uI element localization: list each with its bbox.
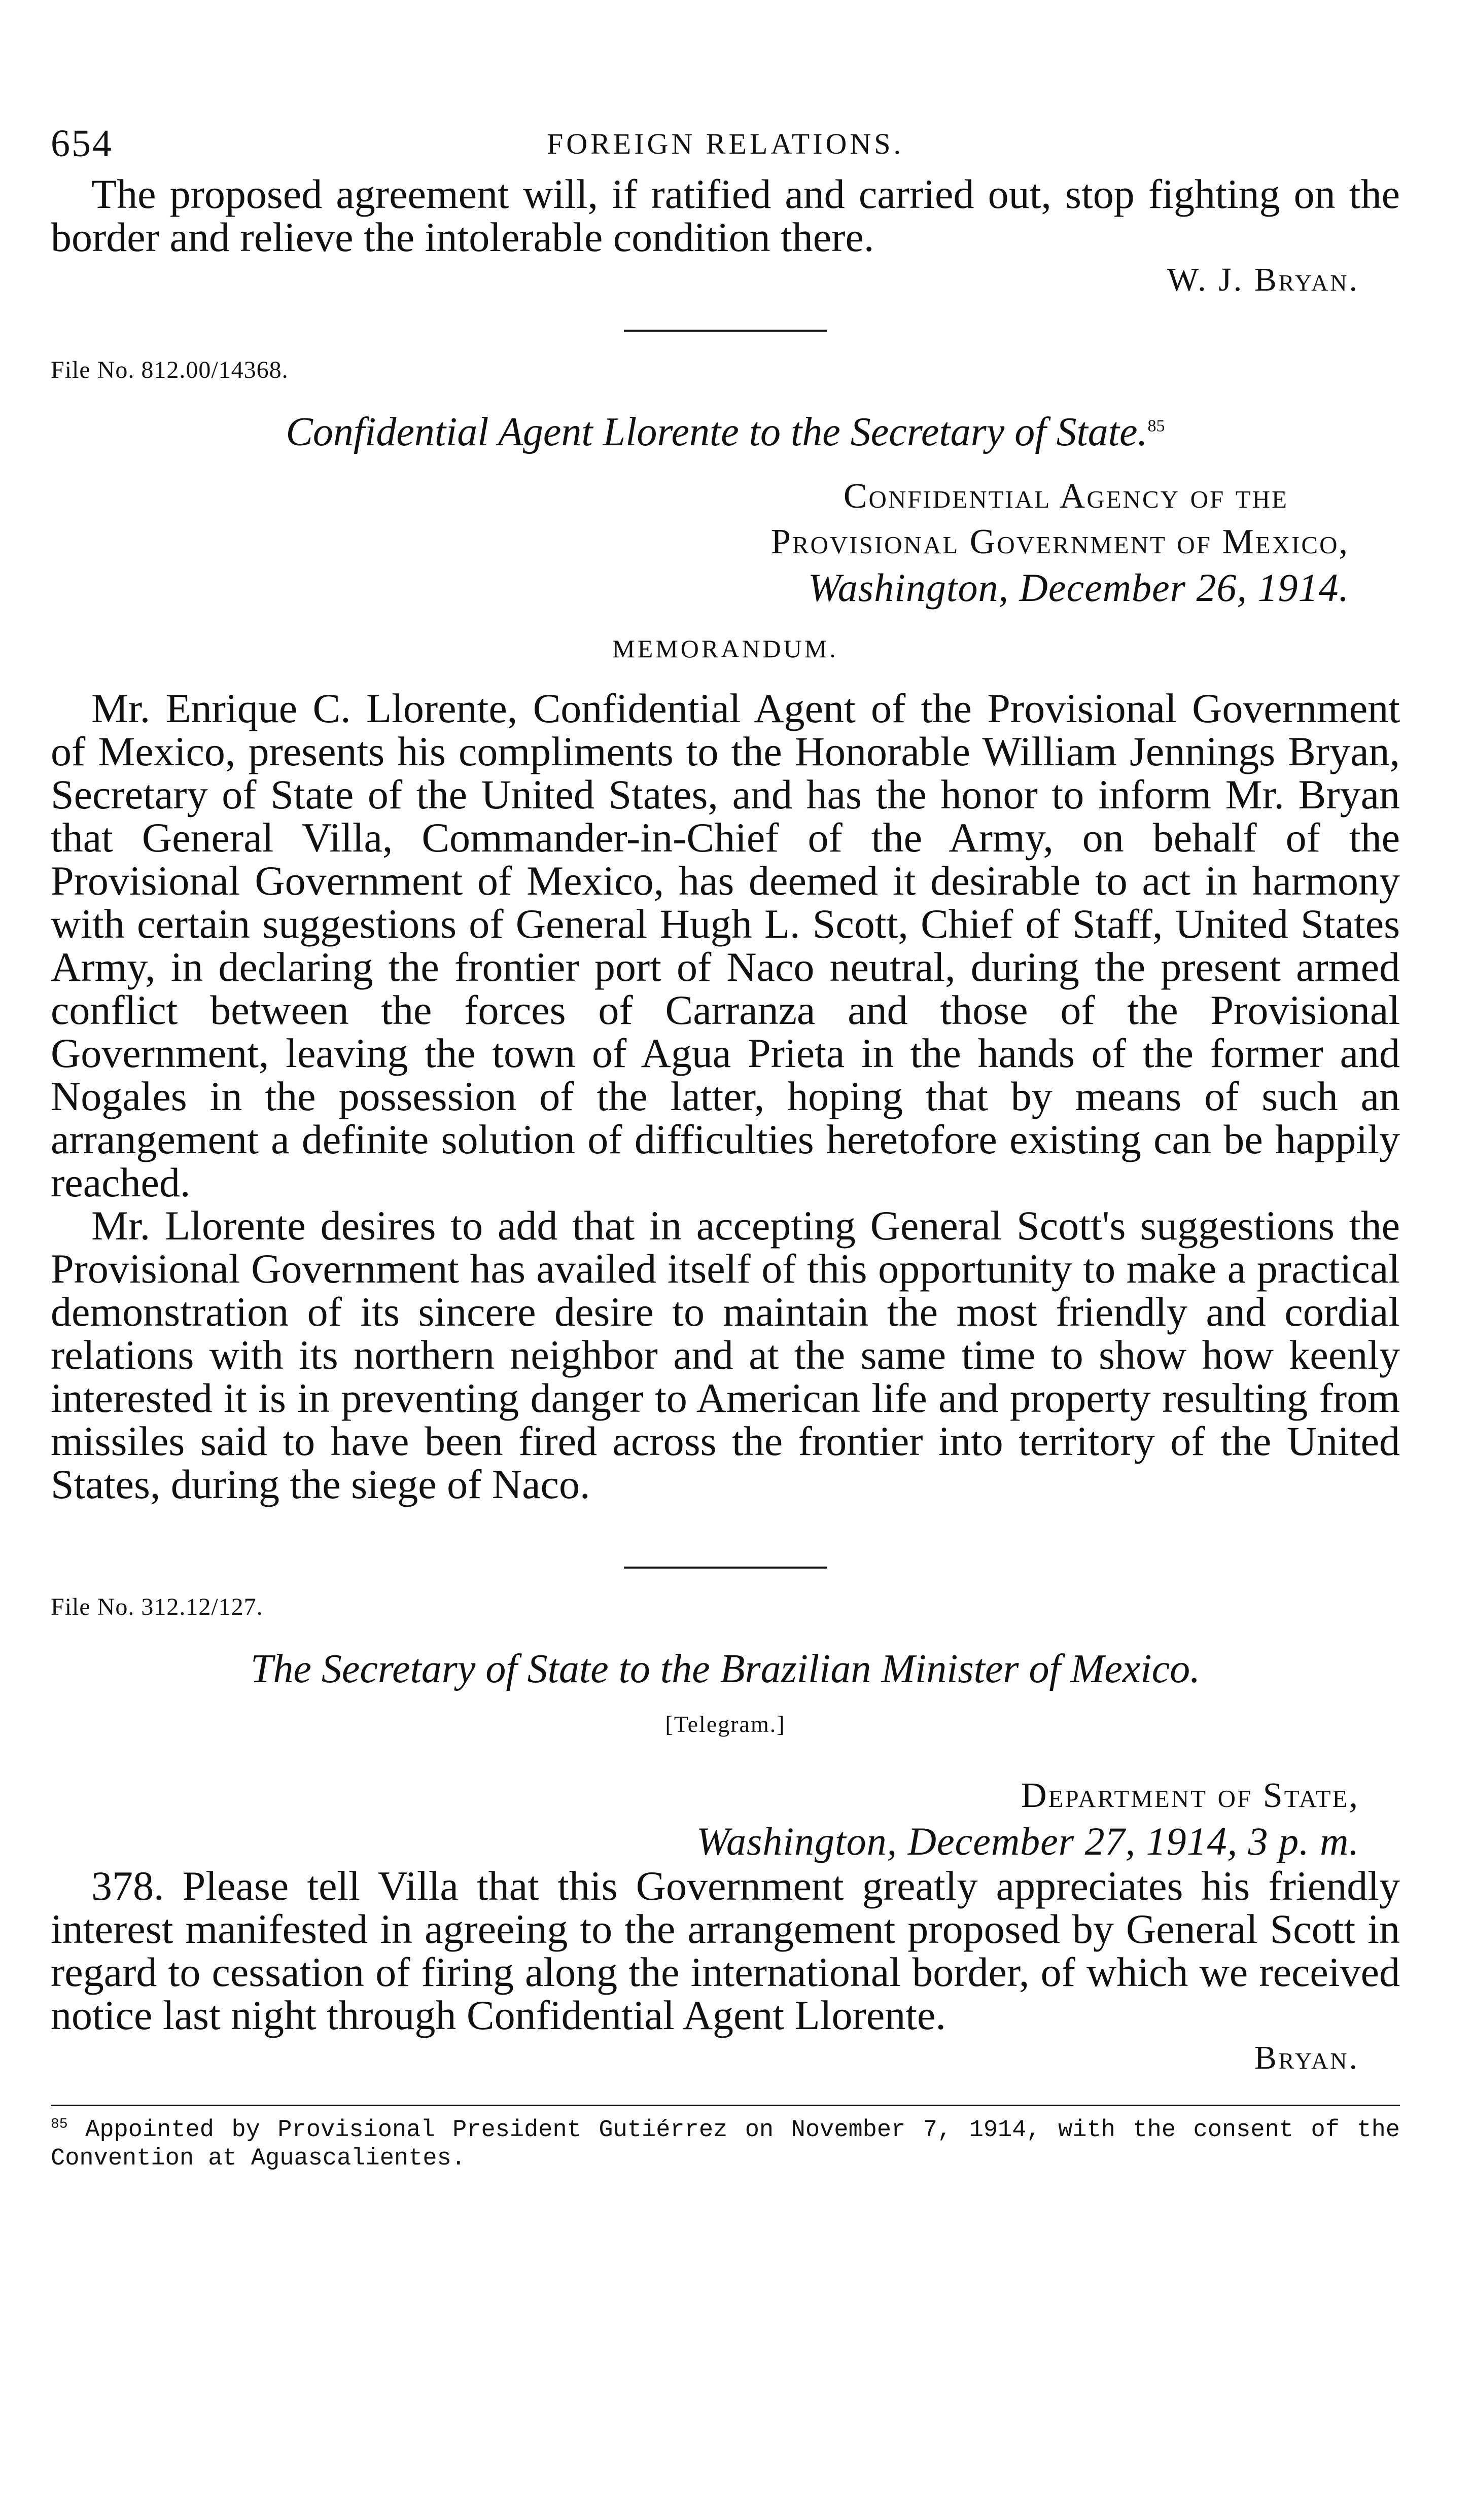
section-llorente-memo — [51, 356, 1400, 1506]
dateline-place-date: Washington, December 27, 1914, 3 p. m. — [696, 1819, 1359, 1863]
signature-text: Bryan. — [1254, 2039, 1359, 2076]
memo-paragraph-2: Mr. Llorente desires to add that in accepting General Scott's suggestions the Provisional Government has availed itself of this opportunity to make a practical demonstration of its sincere desire to maintain the most friendly and cordial relations with its northern neighbor and at the same time to show how keenly interested it is in preventing danger to American life and property resulting from missiles said to have been fired across the frontier into territory of the United States, during the siege of Naco. — [51, 1202, 1400, 1507]
memo-paragraph-1: Mr. Enrique C. Llorente, Confidential Agent of the Provisional Government of Mexico, presents his compliments to the Honorable William Jennings Bryan, Secretary of State of the United States, and has the honor to inform Mr. Bryan that General Villa, Commander-in-Chief of the Army, on behalf of the Provisional Government of Mexico, has deemed it desirable to act in harmony with certain suggestions of General Hugh L. Scott, Chief of Staff, United States Army, in declaring the frontier port of Naco neutral, during the present armed conflict between the forces of Carranza and those of the Provisional Government, leaving the town of Agua Prieta in the hands of the former and Nogales in the possession of the latter, hoping that by means of such an arrangement a definite solution of difficulties heretofore existing can be happily reached. — [51, 685, 1400, 1205]
dateline — [51, 474, 1400, 611]
footnote-reference: 85 — [1147, 416, 1165, 436]
footnote-marker: 85 — [51, 2116, 68, 2133]
telegram-note: [Telegram.] — [665, 1711, 786, 1737]
dateline — [51, 1773, 1400, 1864]
file-number: File No. 312.12/127. — [51, 1593, 263, 1620]
paragraph-agreement: The proposed agreement will, if ratified and carried out, stop fighting on the border and relieve the intolerable condition there. — [51, 171, 1400, 260]
document-title — [51, 409, 1400, 455]
dateline-government: Provisional Government of Mexico, — [770, 522, 1349, 561]
signature-bryan-1 — [51, 261, 1400, 299]
page-number: 654 — [51, 122, 113, 165]
footnote-divider — [51, 2105, 1400, 2106]
footnote — [51, 2116, 1400, 2173]
telegram-paragraph: 378. Please tell Villa that this Government greatly appreciates his friendly interest manifested in agreeing to the arrangement proposed by General Scott in regard to cessation of firing along the international border, of which we received notice last night through Confidential Agent Llorente. — [51, 1863, 1400, 2038]
memorandum-label: MEMORANDUM. — [612, 634, 838, 663]
document-title: The Secretary of State to the Brazilian Minister of Mexico. — [250, 1647, 1201, 1691]
document-title-text: Confidential Agent Llorente to the Secretary of State. — [286, 410, 1148, 454]
section-bryan-note — [51, 172, 1400, 299]
section-telegram — [51, 1593, 1400, 2077]
signature-bryan-2 — [51, 2039, 1400, 2077]
running-title: FOREIGN RELATIONS. — [546, 127, 904, 160]
file-number: File No. 812.00/14368. — [51, 357, 289, 383]
dateline-agency: Confidential Agency of the — [843, 477, 1288, 516]
signature-text: W. J. Bryan. — [1167, 261, 1359, 298]
dateline-place-date: Washington, December 26, 1914. — [808, 565, 1349, 610]
running-head — [51, 122, 1400, 172]
section-divider-2 — [624, 1567, 827, 1569]
page — [51, 122, 1400, 2173]
section-divider-1 — [624, 330, 827, 332]
footnote-text: Appointed by Provisional President Gutiérrez on November 7, 1914, with the consent of the Convention at Aguascalientes. — [51, 2117, 1400, 2172]
dateline-department: Department of State, — [1021, 1776, 1359, 1815]
